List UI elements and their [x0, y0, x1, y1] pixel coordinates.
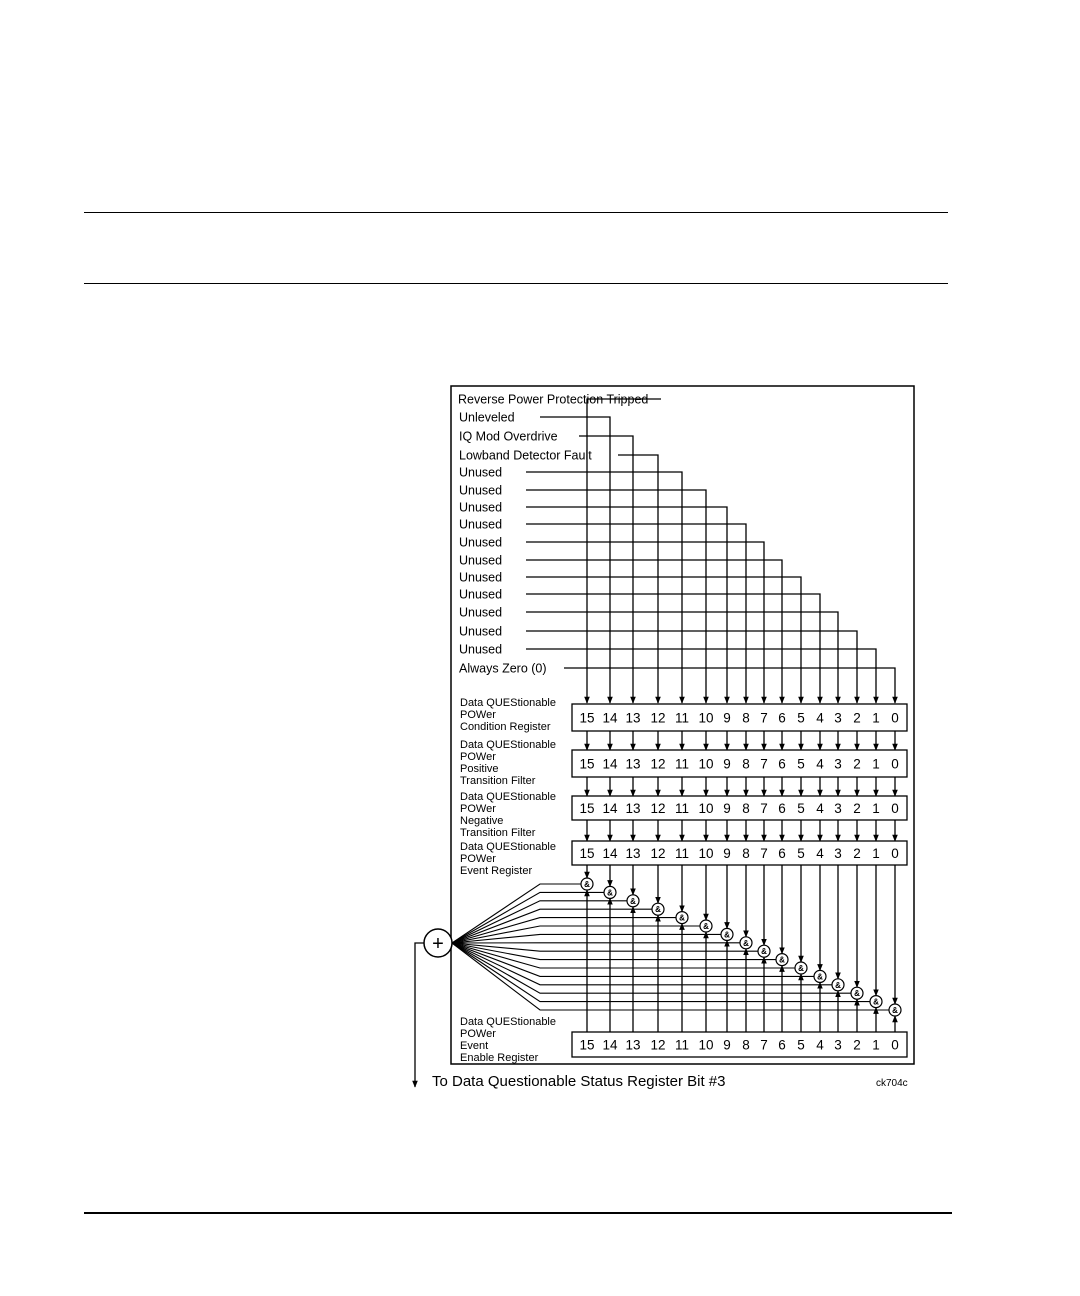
- bit-number: 3: [834, 846, 842, 861]
- bit-number: 7: [760, 846, 768, 861]
- and-symbol: &: [761, 947, 767, 957]
- register-label: Data QUEStionable: [460, 697, 556, 709]
- and-symbol: &: [854, 989, 860, 999]
- signal-label: Unused: [459, 517, 503, 532]
- bit-number: 11: [674, 801, 690, 816]
- signal-label: Unused: [459, 624, 503, 639]
- registers: [460, 697, 907, 1064]
- bit-number: 14: [602, 801, 618, 816]
- bit-number: 9: [723, 756, 731, 772]
- bit-number: 12: [650, 1037, 666, 1053]
- signal-label: IQ Mod Overdrive: [459, 429, 558, 444]
- signal-label: Unleveled: [459, 410, 515, 425]
- register-label: POWer: [460, 709, 496, 721]
- bit-number: 10: [698, 846, 714, 861]
- bit-number: 1: [872, 846, 880, 861]
- signal-label: Unused: [459, 500, 503, 515]
- bit-number: 15: [579, 1037, 595, 1053]
- bit-number: 5: [797, 846, 805, 861]
- and-output-line: [452, 943, 758, 951]
- register-label: Event Register: [460, 865, 533, 877]
- bit-number: 9: [723, 1037, 731, 1053]
- bit-number: 11: [674, 710, 690, 726]
- bit-number: 1: [872, 710, 880, 726]
- signal-label: Always Zero (0): [459, 661, 547, 676]
- register-label: POWer: [460, 1028, 496, 1040]
- bit-number: 7: [760, 801, 768, 816]
- and-symbol: &: [835, 980, 841, 990]
- signal-line: [526, 577, 801, 703]
- register-label: Positive: [460, 763, 499, 775]
- bit-number: 4: [816, 846, 824, 861]
- bit-number: 7: [760, 710, 768, 726]
- and-symbol: &: [584, 880, 590, 889]
- bit-number: 13: [625, 801, 641, 816]
- signal-line: [618, 455, 658, 703]
- register-label: Condition Register: [460, 721, 551, 733]
- bit-number: 15: [579, 710, 595, 726]
- register-label: POWer: [460, 751, 496, 763]
- bit-number: 14: [602, 846, 618, 861]
- or-gate: [415, 929, 452, 1087]
- and-symbol: &: [743, 938, 749, 948]
- bit-number: 11: [674, 756, 690, 772]
- signal-label: Unused: [459, 587, 503, 602]
- output-caption: To Data Questionable Status Register Bit #3: [432, 1073, 726, 1090]
- bit-number: 5: [797, 756, 805, 772]
- register-label: Data QUEStionable: [460, 841, 556, 853]
- bit-number: 13: [625, 756, 641, 772]
- signal-label: Unused: [459, 570, 503, 585]
- bit-number: 3: [834, 710, 842, 726]
- bit-number: 8: [742, 756, 750, 772]
- bit-number: 9: [723, 846, 731, 861]
- bit-number: 10: [698, 801, 714, 816]
- bit-number: 4: [816, 801, 824, 816]
- bit-number: 6: [778, 710, 786, 726]
- signal-label: Unused: [459, 465, 503, 480]
- and-output-line: [452, 901, 627, 943]
- bit-number: 2: [853, 801, 861, 816]
- bit-number: 6: [778, 1037, 786, 1053]
- bit-number: 6: [778, 801, 786, 816]
- signal-line: [526, 542, 764, 703]
- register-label: POWer: [460, 803, 496, 815]
- bit-number: 12: [650, 846, 666, 861]
- signal-line: [526, 524, 746, 703]
- and-symbol: &: [655, 905, 661, 915]
- register-label: Data QUEStionable: [460, 791, 556, 803]
- bit-number: 15: [579, 846, 595, 861]
- and-symbol: &: [703, 922, 709, 931]
- bit-number: 12: [650, 801, 666, 816]
- signal-label: Unused: [459, 483, 503, 498]
- bit-number: 10: [698, 756, 714, 772]
- bit-number: 3: [834, 801, 842, 816]
- signal-line: [526, 649, 876, 703]
- bit-number: 13: [625, 846, 641, 861]
- and-symbol: &: [679, 913, 685, 923]
- bit-number: 3: [834, 756, 842, 772]
- register-label: Event: [460, 1040, 489, 1052]
- and-symbol: &: [817, 972, 823, 982]
- signal-line: [526, 631, 857, 703]
- bit-number: 4: [816, 756, 824, 772]
- signal-label: Unused: [459, 535, 503, 550]
- bit-number: 10: [698, 1037, 714, 1053]
- bit-number: 8: [742, 710, 750, 726]
- bit-number: 15: [579, 801, 595, 816]
- and-output-line: [452, 943, 832, 985]
- signal-line: [564, 668, 895, 703]
- bit-number: 0: [891, 801, 899, 816]
- signal-lines: [458, 393, 895, 704]
- register-label: Data QUEStionable: [460, 1016, 556, 1028]
- and-symbol: &: [630, 896, 636, 906]
- bit-number: 15: [579, 756, 595, 772]
- register-label: Negative: [460, 815, 504, 827]
- bit-number: 8: [742, 1037, 750, 1053]
- bit-number: 0: [891, 756, 899, 772]
- signal-label: Unused: [459, 553, 503, 568]
- bit-number: 4: [816, 710, 824, 726]
- register-label: Transition Filter: [460, 827, 536, 839]
- signal-label: Lowband Detector Fault: [459, 448, 592, 463]
- bit-number: 8: [742, 846, 750, 861]
- output-line: [415, 943, 424, 1087]
- bit-number: 2: [853, 756, 861, 772]
- bit-number: 14: [602, 710, 618, 726]
- signal-line: [526, 507, 727, 703]
- bit-number: 3: [834, 1037, 842, 1053]
- bit-number: 9: [723, 710, 731, 726]
- bit-number: 10: [698, 710, 714, 726]
- bit-number: 2: [853, 846, 861, 861]
- bit-number: 7: [760, 756, 768, 772]
- bit-number: 14: [602, 756, 618, 772]
- bit-number: 1: [872, 756, 880, 772]
- bit-number: 9: [723, 801, 731, 816]
- bit-number: 11: [674, 1037, 690, 1053]
- bit-number: 4: [816, 1037, 824, 1053]
- signal-label: Unused: [459, 605, 503, 620]
- bit-number: 11: [674, 846, 690, 861]
- and-symbol: &: [779, 955, 785, 965]
- bit-number: 2: [853, 710, 861, 726]
- register-label: Enable Register: [460, 1052, 539, 1064]
- bit-number: 0: [891, 846, 899, 861]
- bit-number: 2: [853, 1037, 861, 1053]
- and-symbol: &: [873, 997, 879, 1007]
- bit-number: 12: [650, 710, 666, 726]
- and-symbol: &: [607, 888, 613, 898]
- and-symbol: &: [892, 1006, 898, 1015]
- register-label: Data QUEStionable: [460, 739, 556, 751]
- and-symbol: &: [798, 964, 804, 973]
- bit-number: 5: [797, 1037, 805, 1053]
- bit-number: 6: [778, 846, 786, 861]
- bit-number: 12: [650, 756, 666, 772]
- bit-number: 14: [602, 1037, 618, 1053]
- bit-number: 6: [778, 756, 786, 772]
- signal-line: [587, 399, 661, 703]
- and-gates: [452, 865, 901, 1032]
- figure-code: ck704c: [876, 1078, 908, 1089]
- bit-number: 13: [625, 710, 641, 726]
- signal-label: Unused: [459, 642, 503, 657]
- and-symbol: &: [724, 930, 730, 940]
- bit-number: 5: [797, 801, 805, 816]
- bit-number: 7: [760, 1037, 768, 1053]
- bit-number: 13: [625, 1037, 641, 1053]
- register-label: Transition Filter: [460, 775, 536, 787]
- bit-number: 8: [742, 801, 750, 816]
- signal-label: Reverse Power Protection Tripped: [458, 392, 649, 407]
- signal-line: [526, 490, 706, 703]
- bit-number: 0: [891, 710, 899, 726]
- register-label: POWer: [460, 853, 496, 865]
- bit-number: 5: [797, 710, 805, 726]
- bit-number: 1: [872, 1037, 880, 1053]
- bit-number: 0: [891, 1037, 899, 1053]
- or-symbol: +: [432, 933, 444, 955]
- bit-number: 1: [872, 801, 880, 816]
